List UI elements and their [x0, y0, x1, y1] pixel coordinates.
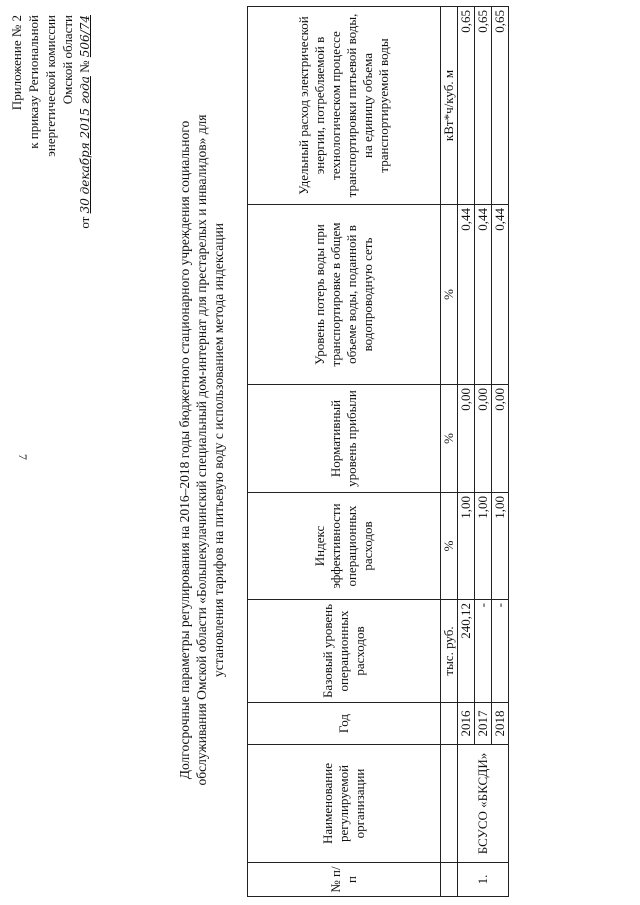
cell-year: 2017	[475, 703, 492, 745]
cell-base: 240,12	[458, 600, 475, 703]
date-prefix: от	[77, 216, 92, 229]
cell-loss: 0,44	[458, 205, 475, 385]
header-organization: Наименование регулируемой организации	[248, 745, 441, 863]
cell-efficiency: 1,00	[458, 493, 475, 600]
unit-cell-empty	[441, 863, 458, 897]
unit-cell-empty	[441, 745, 458, 863]
cell-year: 2016	[458, 703, 475, 745]
annex-line: энергетической комиссии	[43, 15, 58, 157]
header-year: Год	[248, 703, 441, 745]
header-row	[248, 7, 441, 897]
handwritten-number: 506/74	[78, 15, 92, 58]
cell-profit: 0,00	[492, 385, 509, 493]
header-energy-consumption: Удельный расход электрической энергии, потребляемой в технологическом процессе транспортировки питьевой воды, на единицу объема транспортируемой воды	[248, 7, 441, 205]
cell-energy: 0,65	[475, 7, 492, 205]
unit-loss: %	[441, 205, 458, 385]
organization-name: БСУСО «БКСДИ»	[458, 745, 509, 863]
cell-efficiency: 1,00	[475, 493, 492, 600]
header-base-costs: Базовый уровень операционных расходов	[248, 600, 441, 703]
number-prefix: №	[77, 60, 92, 73]
unit-base: тыс. руб.	[441, 600, 458, 703]
header-efficiency-index: Индекс эффективности операционных расходов	[248, 493, 441, 600]
cell-base: -	[475, 600, 492, 703]
title-line: Долгосрочные параметры регулирования на 2016–2018 годы бюджетного стационарного учреждения социального	[177, 120, 192, 780]
unit-profit: %	[441, 385, 458, 493]
unit-efficiency: %	[441, 493, 458, 600]
annex-date-line	[76, 15, 94, 245]
unit-energy: кВт*ч/куб. м	[441, 7, 458, 205]
annex-line: к приказу Региональной	[26, 15, 41, 149]
units-row	[441, 7, 458, 897]
parameters-table	[247, 6, 509, 897]
cell-year: 2018	[492, 703, 509, 745]
cell-loss: 0,44	[492, 205, 509, 385]
table-row	[458, 7, 475, 897]
row-index: 1.	[458, 863, 509, 897]
handwritten-date: 30 декабря 2015 года	[78, 76, 92, 214]
document-title	[176, 55, 227, 845]
header-water-loss: Уровень потерь воды при транспортировке в общем объеме воды, поданной в водопроводную сеть	[248, 205, 441, 385]
unit-cell-empty	[441, 703, 458, 745]
cell-profit: 0,00	[458, 385, 475, 493]
header-profit-level: Нормативный уровень прибыли	[248, 385, 441, 493]
title-line: установления тарифов на питьевую воду с использованием метода индексации	[211, 223, 226, 677]
annex-line: Приложение № 2	[9, 15, 24, 111]
cell-loss: 0,44	[475, 205, 492, 385]
title-line: обслуживания Омской области «Большекулачинский специальный дом-интернат для престарелых и инвалидов» для	[194, 114, 209, 786]
cell-energy: 0,65	[492, 7, 509, 205]
cell-base: -	[492, 600, 509, 703]
page-number: 7	[16, 454, 30, 460]
header-index: № п/п	[248, 863, 441, 897]
annex-block	[8, 15, 94, 245]
cell-efficiency: 1,00	[492, 493, 509, 600]
annex-line: Омской области	[60, 15, 75, 105]
cell-profit: 0,00	[475, 385, 492, 493]
cell-energy: 0,65	[458, 7, 475, 205]
